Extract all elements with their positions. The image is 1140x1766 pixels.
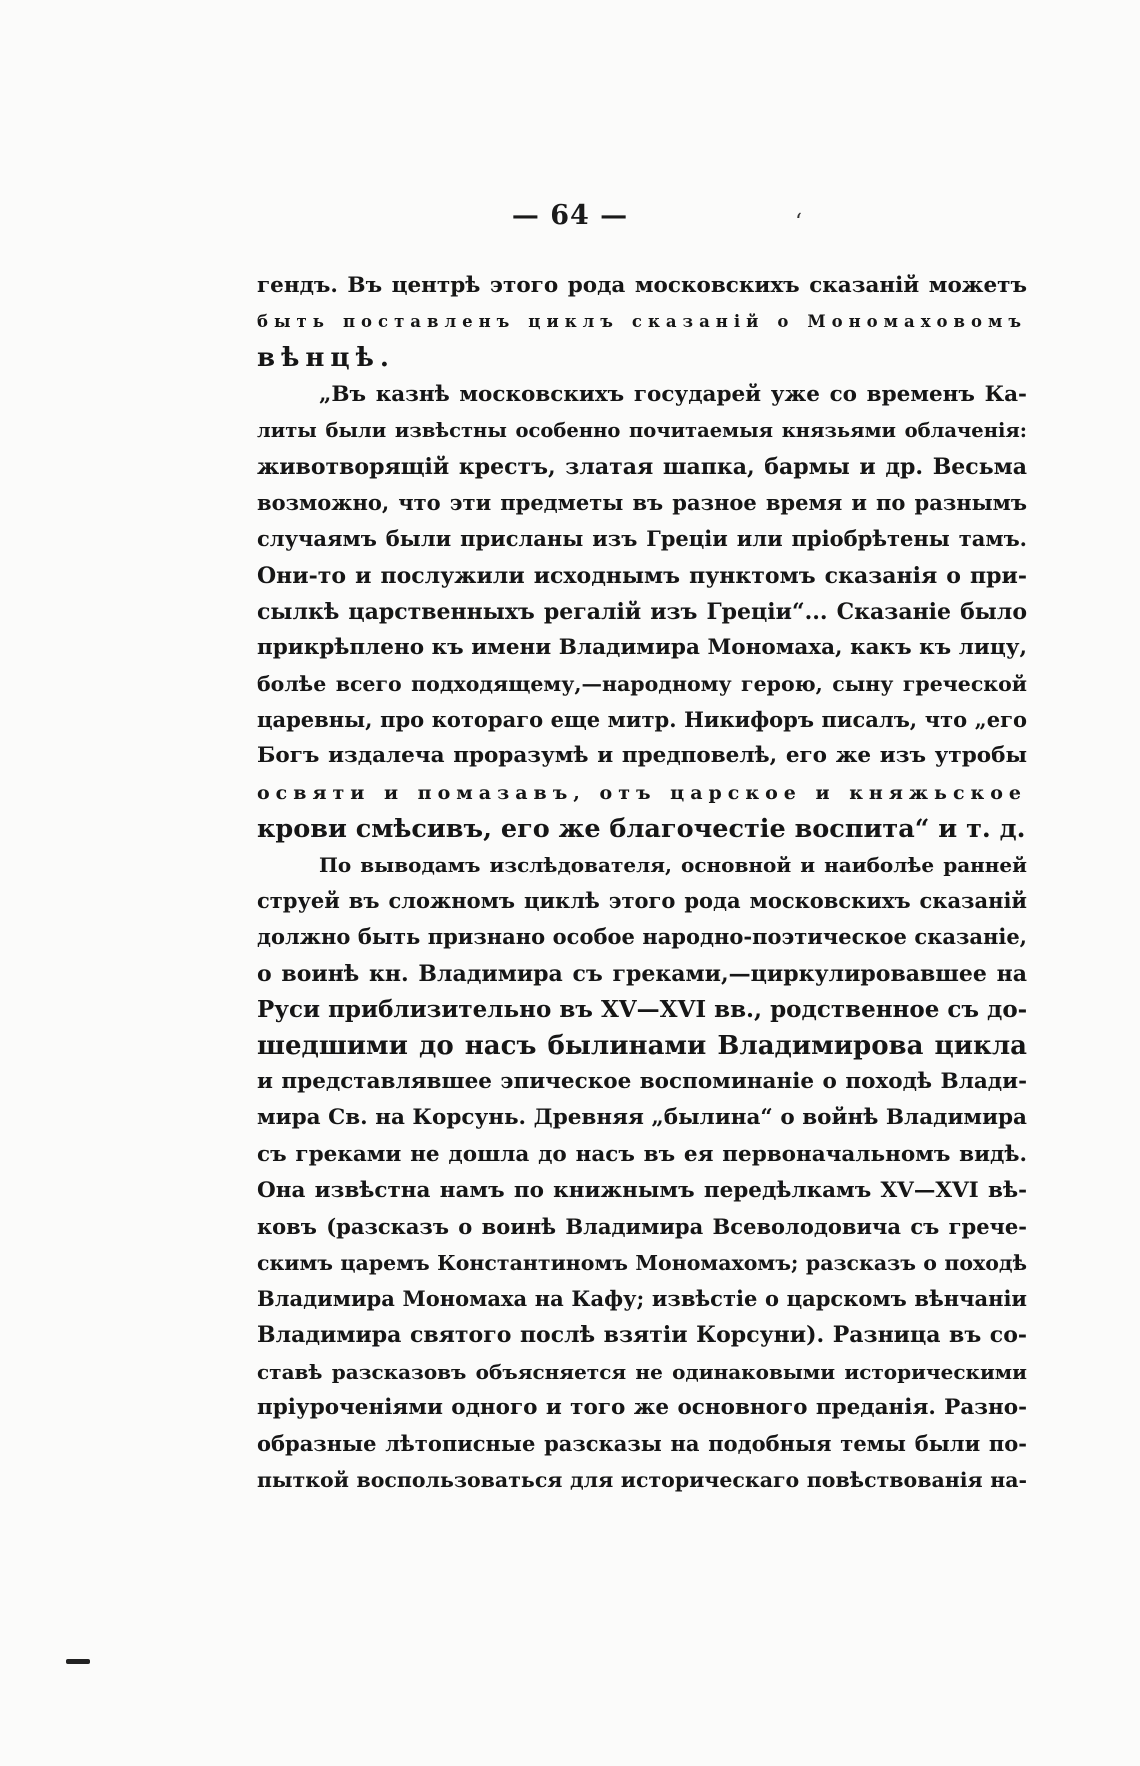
text-line: вѣнцѣ. [257,343,395,374]
body-text [257,268,1027,1498]
stray-ink-mark: ʻ [795,210,802,235]
text-line: пыткой воспользоваться для историческаго повѣствованія на- [257,1468,1027,1493]
margin-ink-dash [66,1659,90,1664]
text-line: сылкѣ царственныхъ регалій изъ Греціи“... Сказаніе было [257,598,1027,625]
text-line: прикрѣплено къ имени Владимира Мономаха, какъ къ лицу, [257,634,1027,660]
text-line: царевны, про котораго еще митр. Никифоръ писалъ, что „его [257,707,1027,733]
text-line: гендъ. Въ центрѣ этого рода московскихъ сказаній можетъ [257,273,1027,298]
text-line: „Въ казнѣ московскихъ государей уже со временъ Ка- [319,381,1027,407]
page-number: — 64 — [511,200,629,231]
text-line: Владимира Мономаха на Кафу; извѣстіе о царскомъ вѣнчаніи [257,1286,1027,1312]
text-line: скимъ царемъ Константиномъ Мономахомъ; разсказъ о походѣ [257,1251,1027,1276]
text-line: струей въ сложномъ циклѣ этого рода московскихъ сказаній [257,888,1027,914]
text-line: и представлявшее эпическое воспоминаніе о походѣ Влади- [257,1069,1027,1095]
text-line: мира Св. на Корсунь. Древняя „былина“ о войнѣ Владимира [257,1105,1027,1131]
text-line: возможно, что эти предметы въ разное время и по разнымъ [257,490,1027,516]
text-line: о воинѣ кн. Владимира съ греками,—циркулировавшее на [257,960,1027,987]
text-line: крови смѣсивъ, его же благочестіе воспита“ и т. д. [257,813,1026,844]
text-line: Богъ издалеча проразумѣ и предповелѣ, его же изъ утробы [257,743,1027,769]
text-line: Она извѣстна намъ по книжнымъ передѣлкамъ XV—XVI вѣ- [257,1177,1027,1203]
text-line: быть поставленъ циклъ сказаній о Мономаховомъ [257,312,1027,332]
text-line: должно быть признано особое народно-поэтическое сказаніе, [257,924,1027,950]
text-line: образные лѣтописные разсказы на подобныя темы были по- [257,1431,1027,1456]
text-line: литы были извѣстны особенно почитаемыя князьями облаченія: [257,418,1027,442]
text-line: Владимира святого послѣ взятіи Корсуни). Разница въ со- [257,1322,1027,1349]
text-line: болѣе всего подходящему,—народному герою, сыну греческой [257,672,1027,697]
text-line: Руси приблизительно въ XV—XVI вв., родственное съ до- [257,995,1028,1023]
text-line: шедшими до насъ былинами Владимирова цикла [257,1030,1027,1061]
text-line: случаямъ были присланы изъ Греціи или пріобрѣтены тамъ. [257,526,1027,552]
text-line: пріуроченіями одного и того же основного преданія. Разно- [257,1394,1027,1420]
text-line: животворящій крестъ, златая шапка, бармы и др. Весьма [257,453,1027,480]
text-line: ставѣ разсказовъ объясняется не одинаковыми историческими [257,1359,1027,1384]
text-line: ковъ (разсказъ о воинѣ Владимира Всеволодовича съ грече- [257,1213,1027,1239]
text-line: Они-то и послужили исходнымъ пунктомъ сказанія о при- [257,562,1027,589]
text-line: По выводамъ изслѣдователя, основной и наиболѣе ранней [319,853,1027,877]
text-line: освяти и помазавъ, отъ царское и княжьское [257,781,1027,804]
text-line: съ греками не дошла до насъ въ ея первоначальномъ видѣ. [257,1141,1027,1167]
